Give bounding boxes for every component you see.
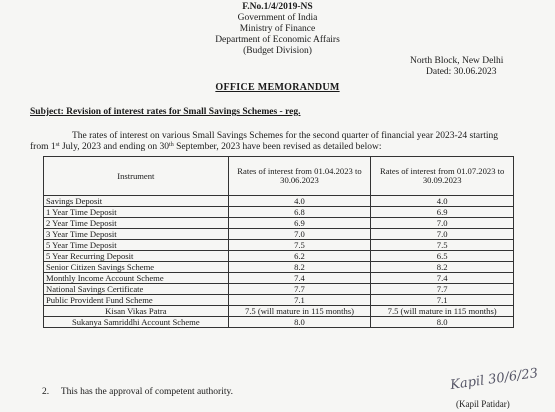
government-line: Government of India — [237, 13, 318, 23]
body-line-2: from 1st July, 2023 and ending on 30th September, 2023 have been revised as detailed below: — [30, 142, 382, 152]
table-row — [44, 262, 514, 273]
rate-old-cell: 7.5 — [228, 240, 371, 251]
table-row — [44, 218, 514, 229]
file-number: F.No.1/4/2019-NS — [242, 2, 313, 12]
rate-new-cell: 6.9 — [371, 207, 514, 218]
table-row — [44, 295, 514, 306]
instrument-cell: Savings Deposit — [44, 196, 229, 207]
place: North Block, New Delhi — [410, 56, 504, 66]
instrument-cell: Public Provident Fund Scheme — [44, 295, 229, 306]
rate-old-cell: 7.4 — [228, 273, 371, 284]
table-row — [44, 284, 514, 295]
table-row — [44, 317, 514, 328]
instrument-cell: Senior Citizen Savings Scheme — [44, 262, 229, 273]
rate-old-cell: 6.2 — [228, 251, 371, 262]
col-header-instrument: Instrument — [44, 157, 229, 196]
table-row — [44, 229, 514, 240]
rate-old-cell: 7.7 — [228, 284, 371, 295]
memo-date: Dated: 30.06.2023 — [426, 67, 497, 77]
instrument-cell: Kisan Vikas Patra — [44, 306, 229, 317]
instrument-cell: 2 Year Time Deposit — [44, 218, 229, 229]
rate-new-cell: 7.0 — [371, 218, 514, 229]
rate-old-cell: 6.9 — [228, 218, 371, 229]
table-row — [44, 251, 514, 262]
table-header-row — [44, 157, 514, 196]
instrument-cell: 3 Year Time Deposit — [44, 229, 229, 240]
table-row — [44, 273, 514, 284]
rate-new-cell: 7.4 — [371, 273, 514, 284]
memo-title: OFFICE MEMORANDUM — [215, 82, 340, 93]
ministry-line: Ministry of Finance — [239, 24, 316, 34]
instrument-cell: 5 Year Time Deposit — [44, 240, 229, 251]
department-line: Department of Economic Affairs — [215, 35, 340, 45]
rate-new-cell: 4.0 — [371, 196, 514, 207]
rate-new-cell: 8.0 — [371, 317, 514, 328]
approval-note: 2. This has the approval of competent authority. — [42, 387, 234, 397]
table-row — [44, 240, 514, 251]
subject-line: Subject: Revision of interest rates for Small Savings Schemes - reg. — [30, 107, 301, 117]
rate-old-cell: 6.8 — [228, 207, 371, 218]
rate-new-cell: 8.2 — [371, 262, 514, 273]
col-header-q1-rate: Rates of interest from 01.04.2023 to 30.06.2023 — [228, 157, 371, 196]
instrument-cell: Monthly Income Account Scheme — [44, 273, 229, 284]
rate-new-cell: 7.7 — [371, 284, 514, 295]
instrument-cell: National Savings Certificate — [44, 284, 229, 295]
rate-old-cell: 7.0 — [228, 229, 371, 240]
division-line: (Budget Division) — [243, 46, 312, 56]
handwritten-signature: Kapil 30/6/23 — [449, 365, 539, 394]
instrument-cell: 5 Year Recurring Deposit — [44, 251, 229, 262]
table-row — [44, 196, 514, 207]
col-header-q2-rate: Rates of interest from 01.07.2023 to 30.09.2023 — [371, 157, 514, 196]
body-line-1: The rates of interest on various Small Savings Schemes for the second quarter of financial year 2023-24 starting — [72, 131, 499, 141]
instrument-cell: Sukanya Samriddhi Account Scheme — [44, 317, 229, 328]
signatory-name: (Kapil Patidar) — [456, 399, 510, 409]
instrument-cell: 1 Year Time Deposit — [44, 207, 229, 218]
rate-old-cell: 8.2 — [228, 262, 371, 273]
rate-new-cell: 7.5 (will mature in 115 months) — [371, 306, 514, 317]
rate-new-cell: 7.1 — [371, 295, 514, 306]
rate-new-cell: 6.5 — [371, 251, 514, 262]
rate-old-cell: 7.1 — [228, 295, 371, 306]
rate-old-cell: 4.0 — [228, 196, 371, 207]
table-row — [44, 306, 514, 317]
interest-rates-table — [43, 156, 514, 328]
rate-new-cell: 7.0 — [371, 229, 514, 240]
rate-old-cell: 8.0 — [228, 317, 371, 328]
table-row — [44, 207, 514, 218]
rate-new-cell: 7.5 — [371, 240, 514, 251]
rate-old-cell: 7.5 (will mature in 115 months) — [228, 306, 371, 317]
